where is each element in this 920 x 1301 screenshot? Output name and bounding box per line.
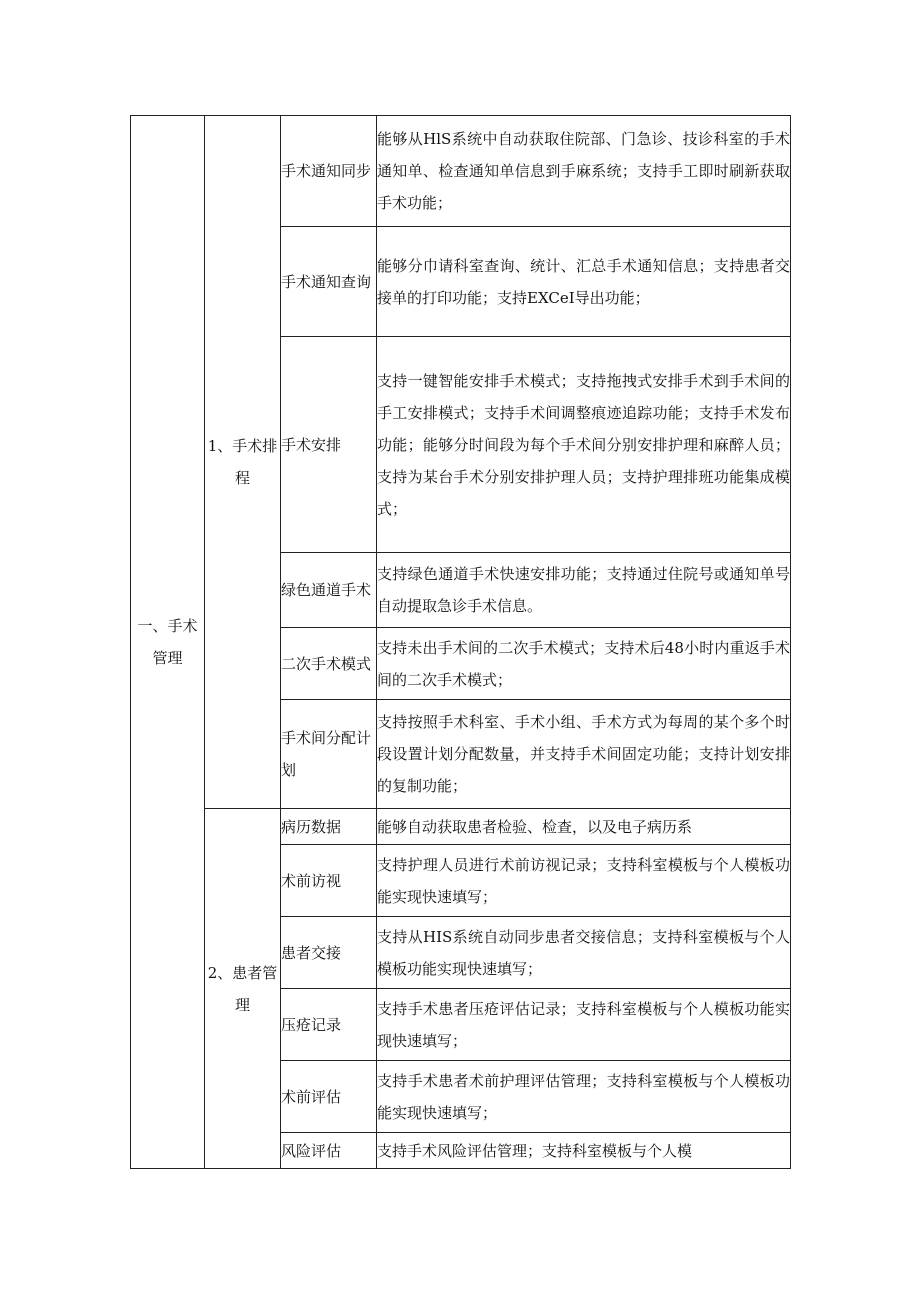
description-cell: 支持护理人员进行术前访视记录；支持科室模板与个人模板功能实现快速填写； bbox=[377, 845, 791, 917]
feature-cell: 手术通知同步 bbox=[281, 116, 377, 227]
feature-cell: 压疮记录 bbox=[281, 989, 377, 1061]
feature-cell: 风险评估 bbox=[281, 1133, 377, 1169]
description-cell: 支持手术风险评估管理；支持科室模板与个人模 bbox=[377, 1133, 791, 1169]
feature-cell: 手术间分配计划 bbox=[281, 700, 377, 809]
feature-cell: 术前评估 bbox=[281, 1061, 377, 1133]
description-cell: 支持手术患者术前护理评估管理；支持科室模板与个人模板功能实现快速填写； bbox=[377, 1061, 791, 1133]
category-cell: 一、手术管理 bbox=[131, 116, 205, 1169]
table-row bbox=[131, 809, 791, 845]
description-cell: 支持手术患者压疮评估记录；支持科室模板与个人模板功能实现快速填写； bbox=[377, 989, 791, 1061]
feature-cell: 手术安排 bbox=[281, 337, 377, 553]
feature-cell: 手术通知查询 bbox=[281, 227, 377, 337]
feature-cell: 病历数据 bbox=[281, 809, 377, 845]
feature-cell: 二次手术模式 bbox=[281, 628, 377, 700]
table-row bbox=[131, 116, 791, 227]
requirements-table bbox=[130, 115, 791, 1169]
description-cell: 能够分巾请科室查询、统计、汇总手术通知信息；支持患者交接单的打印功能；支持EXCeI导出功能； bbox=[377, 227, 791, 337]
group-cell: 1、手术排程 bbox=[205, 116, 281, 809]
description-cell: 能够自动获取患者检验、检查，以及电子病历系 bbox=[377, 809, 791, 845]
description-cell: 支持未出手术间的二次手术模式；支持术后48小时内重返手术间的二次手术模式； bbox=[377, 628, 791, 700]
description-cell: 能够从HlS系统中自动获取住院部、门急诊、技诊科室的手术通知单、检查通知单信息到手麻系统；支持手工即时刷新获取手术功能； bbox=[377, 116, 791, 227]
feature-cell: 术前访视 bbox=[281, 845, 377, 917]
description-cell: 支持按照手术科室、手术小组、手术方式为每周的某个多个时段设置计划分配数量，并支持手术间固定功能；支持计划安排的复制功能； bbox=[377, 700, 791, 809]
description-cell: 支持一键智能安排手术模式；支持拖拽式安排手术到手术间的手工安排模式；支持手术间调整痕迹追踪功能；支持手术发布功能；能够分时间段为每个手术间分别安排护理和麻醉人员；支持为某台手术分别安排护理人员；支持护理排班功能集成模式； bbox=[377, 337, 791, 553]
feature-cell: 绿色通道手术 bbox=[281, 553, 377, 628]
description-cell: 支持绿色通道手术快速安排功能；支持通过住院号或通知单号自动提取急诊手术信息。 bbox=[377, 553, 791, 628]
group-cell: 2、患者管理 bbox=[205, 809, 281, 1169]
feature-cell: 患者交接 bbox=[281, 917, 377, 989]
description-cell: 支持从HIS系统自动同步患者交接信息；支持科室模板与个人模板功能实现快速填写； bbox=[377, 917, 791, 989]
